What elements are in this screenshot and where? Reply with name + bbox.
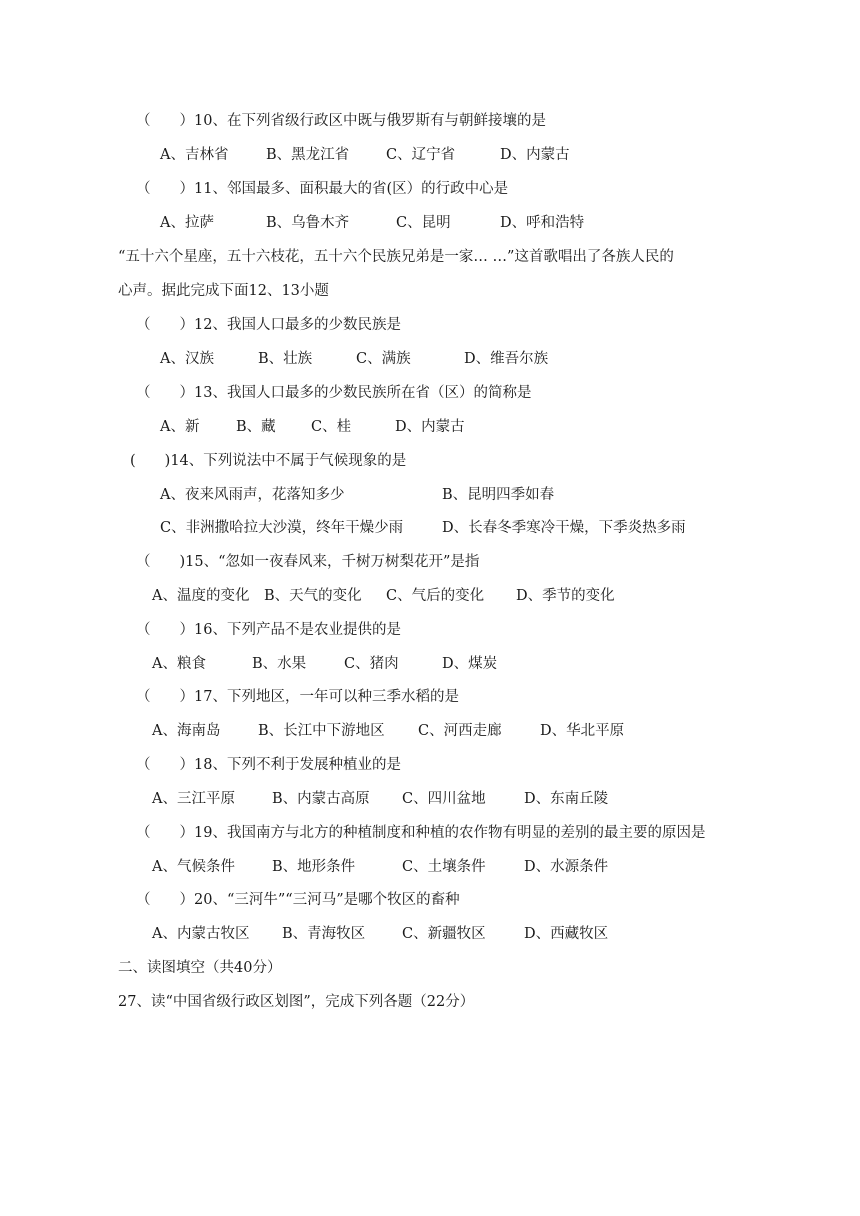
question-11: （ ）11、邻国最多、面积最大的省(区）的行政中心是	[136, 181, 509, 197]
option-c: C、非洲撒哈拉大沙漠，终年干燥少雨	[160, 520, 404, 536]
option-a: A、粮食	[152, 656, 206, 672]
passage-line-1: “五十六个星座，五十六枝花，五十六个民族兄弟是一家… …”这首歌唱出了各族人民的	[118, 249, 674, 265]
question-16: （ ）16、下列产品不是农业提供的是	[136, 622, 401, 638]
question-18: （ ）18、下列不利于发展种植业的是	[136, 757, 401, 773]
option-c: C、桂	[311, 419, 352, 435]
option-a: A、气候条件	[152, 859, 235, 875]
passage-line-2: 心声。据此完成下面12、13小题	[118, 283, 329, 299]
option-d: D、维吾尔族	[464, 351, 549, 367]
option-d: D、西藏牧区	[524, 926, 609, 942]
question-20: （ ）20、“三河牛”“三河马”是哪个牧区的畜种	[136, 892, 460, 908]
option-b: B、天气的变化	[264, 588, 362, 604]
option-a: A、内蒙古牧区	[152, 926, 250, 942]
option-b: B、乌鲁木齐	[266, 215, 350, 231]
option-d: D、水源条件	[524, 859, 609, 875]
option-a: A、汉族	[160, 351, 214, 367]
option-d: D、内蒙古	[395, 419, 465, 435]
option-a: A、新	[160, 419, 200, 435]
option-c: C、土壤条件	[402, 859, 486, 875]
option-c: C、四川盆地	[402, 791, 486, 807]
option-d: D、华北平原	[540, 723, 625, 739]
option-b: B、长江中下游地区	[258, 723, 385, 739]
option-c: C、猪肉	[344, 656, 399, 672]
option-c: C、新疆牧区	[402, 926, 486, 942]
option-b: B、黑龙江省	[266, 147, 350, 163]
option-a: A、吉林省	[160, 147, 229, 163]
option-c: C、气后的变化	[386, 588, 485, 604]
option-c: C、辽宁省	[386, 147, 456, 163]
option-a: A、拉萨	[160, 215, 214, 231]
question-10: （ ）10、在下列省级行政区中既与俄罗斯有与朝鲜接壤的是	[136, 113, 546, 129]
option-d: D、季节的变化	[516, 588, 615, 604]
option-a: A、夜来风雨声，花落知多少	[160, 487, 345, 503]
option-b: B、昆明四季如春	[442, 487, 555, 503]
question-13: （ ）13、我国人口最多的少数民族所在省（区）的简称是	[136, 385, 532, 401]
option-a: A、温度的变化	[152, 588, 250, 604]
option-c: C、河西走廊	[418, 723, 502, 739]
option-b: B、地形条件	[272, 859, 356, 875]
option-b: B、藏	[236, 419, 276, 435]
question-19: （ ）19、我国南方与北方的种植制度和种植的农作物有明显的差别的最主要的原因是	[136, 825, 706, 841]
section-heading: 二、读图填空（共40分）	[118, 960, 282, 976]
option-d: D、长春冬季寒冷干燥，下季炎热多雨	[442, 520, 686, 536]
option-c: C、满族	[356, 351, 411, 367]
option-d: D、东南丘陵	[524, 791, 609, 807]
option-b: B、水果	[252, 656, 307, 672]
question-15: （ )15、“忽如一夜春风来，千树万树梨花开”是指	[136, 554, 480, 570]
question-12: （ ）12、我国人口最多的少数民族是	[136, 317, 401, 333]
option-a: A、海南岛	[152, 723, 221, 739]
option-d: D、煤炭	[442, 656, 498, 672]
question-27: 27、读“中国省级行政区划图”，完成下列各题（22分）	[118, 994, 475, 1010]
option-b: B、青海牧区	[282, 926, 366, 942]
question-14: ( )14、下列说法中不属于气候现象的是	[130, 453, 407, 469]
option-a: A、三江平原	[152, 791, 235, 807]
option-d: D、呼和浩特	[500, 215, 585, 231]
option-b: B、内蒙古高原	[272, 791, 370, 807]
option-d: D、内蒙古	[500, 147, 570, 163]
question-17: （ ）17、下列地区，一年可以种三季水稻的是	[136, 689, 459, 705]
option-b: B、壮族	[258, 351, 313, 367]
option-c: C、昆明	[396, 215, 451, 231]
